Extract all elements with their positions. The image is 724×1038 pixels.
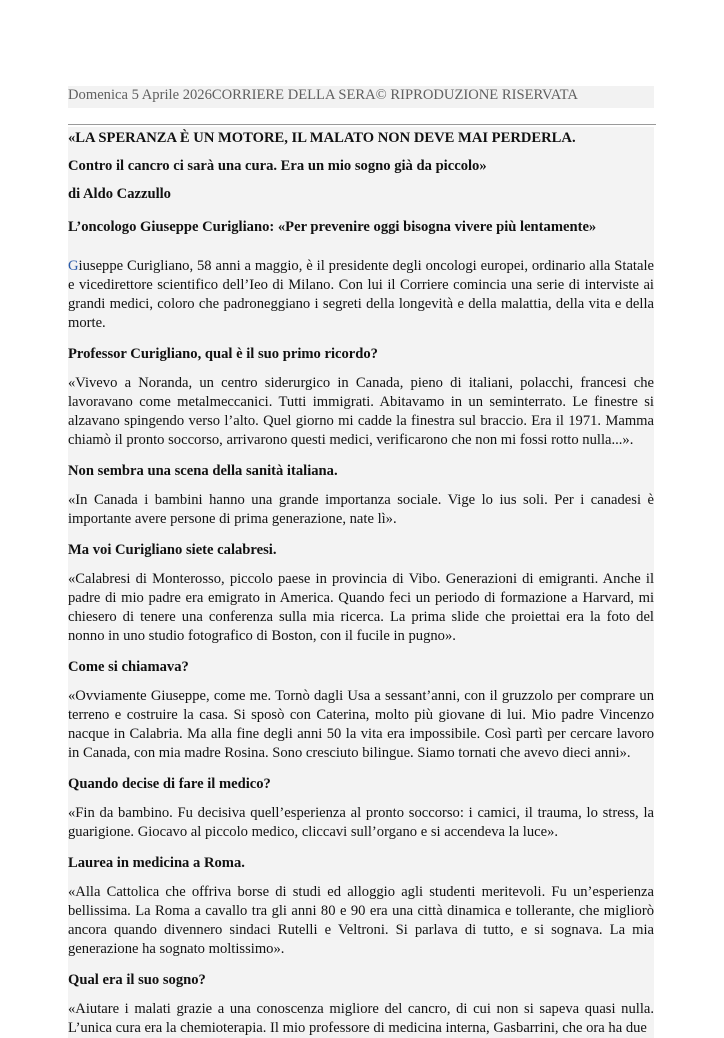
answer: «Ovviamente Giuseppe, come me. Tornò dagli Usa a sessant’anni, con il gruzzolo per comprare un terreno e costruire la casa. Si sposò con Caterina, molto più giovane di lui. Mio padre Vincenzo nacque in Calabria. Ma alla fine degli anni 50 la vita era impossibile. Così partì per cercare lavoro in Canada, con mia madre Rosina. Sono cresciuto bilingue. Siamo tornati che avevo dieci anni».	[68, 688, 654, 761]
article-intro	[68, 257, 654, 333]
answer: «Fin da bambino. Fu decisiva quell’esperienza al pronto soccorso: i camici, il trauma, lo stress, la guarigione. Giocavo al piccolo medico, cliccavi sull’organo e si accendeva la luce».	[68, 805, 654, 840]
article-lead-title: L’oncologo Giuseppe Curigliano: «Per prevenire oggi bisogna vivere più lentamente»	[68, 219, 597, 235]
question: Non sembra una scena della sanità italiana.	[68, 463, 338, 479]
question: Professor Curigliano, qual è il suo primo ricordo?	[68, 346, 378, 362]
answer: «Vivevo a Noranda, un centro siderurgico in Canada, pieno di italiani, polacchi, francesi che lavoravano come metalmeccanici. Tutti immigrati. Abitavamo in un seminterrato. Le finestre si alzavano spingendo verso l’alto. Quel giorno mi cadde la finestra sul braccio. Era il 1971. Mamma chiamò il pronto soccorso, arrivarono questi medici, verificarono che non mi fossi rotto nulla...».	[68, 375, 654, 448]
header-divider	[68, 124, 656, 125]
question: Come si chiamava?	[68, 659, 189, 675]
intro-dropcap: G	[68, 258, 79, 274]
article-subtitle: Contro il cancro ci sarà una cura. Era un mio sogno già da piccolo»	[68, 158, 487, 174]
answer: «Calabresi di Monterosso, piccolo paese in provincia di Vibo. Generazioni di emigranti. Anche il padre di mio padre era emigrato in America. Quando feci un periodo di formazione a Harvard, mi chiesero di tenere una conferenza sulla mia ricerca. La prima slide che proiettai era la foto del nonno in uno studio fotografico di Boston, con il fucile in pugno».	[68, 571, 654, 644]
question: Quando decise di fare il medico?	[68, 776, 271, 792]
article-content	[68, 127, 654, 1038]
answer: «In Canada i bambini hanno una grande importanza sociale. Vige lo ius soli. Per i canadesi è importante avere persone di prima generazione, nate lì».	[68, 492, 654, 527]
question: Laurea in medicina a Roma.	[68, 855, 245, 871]
answer: «Aiutare i malati grazie a una conoscenza migliore del cancro, di cui non si sapeva quasi nulla. L’unica cura era la chemioterapia. Il mio professore di medicina interna, Gasbarrini, che ora ha due	[68, 1001, 654, 1036]
document-page	[68, 0, 654, 1038]
header-text: Domenica 5 Aprile 2026CORRIERE DELLA SERA© RIPRODUZIONE RISERVATA	[68, 87, 578, 103]
article-title: «LA SPERANZA È UN MOTORE, IL MALATO NON DEVE MAI PERDERLA.	[68, 130, 576, 146]
intro-text: iuseppe Curigliano, 58 anni a maggio, è il presidente degli oncologi europei, ordinario alla Statale e vicedirettore scientifico dell’Ieo di Milano. Con lui il Corriere comincia una serie di interviste ai grandi medici, coloro che padroneggiano i segreti della longevità e della malattia, della vita e della morte.	[68, 258, 654, 331]
page-header	[68, 86, 654, 108]
question: Ma voi Curigliano siete calabresi.	[68, 542, 277, 558]
article-byline: di Aldo Cazzullo	[68, 186, 171, 202]
answer: «Alla Cattolica che offriva borse di studi ed alloggio agli studenti meritevoli. Fu un’esperienza bellissima. La Roma a cavallo tra gli anni 80 e 90 era una città dinamica e tollerante, che migliorò ancora quando divennero sindaci Rutelli e Veltroni. Si parlava di tutto, e si sognava. La mia generazione ha sognato moltissimo».	[68, 884, 654, 957]
question: Qual era il suo sogno?	[68, 972, 206, 988]
